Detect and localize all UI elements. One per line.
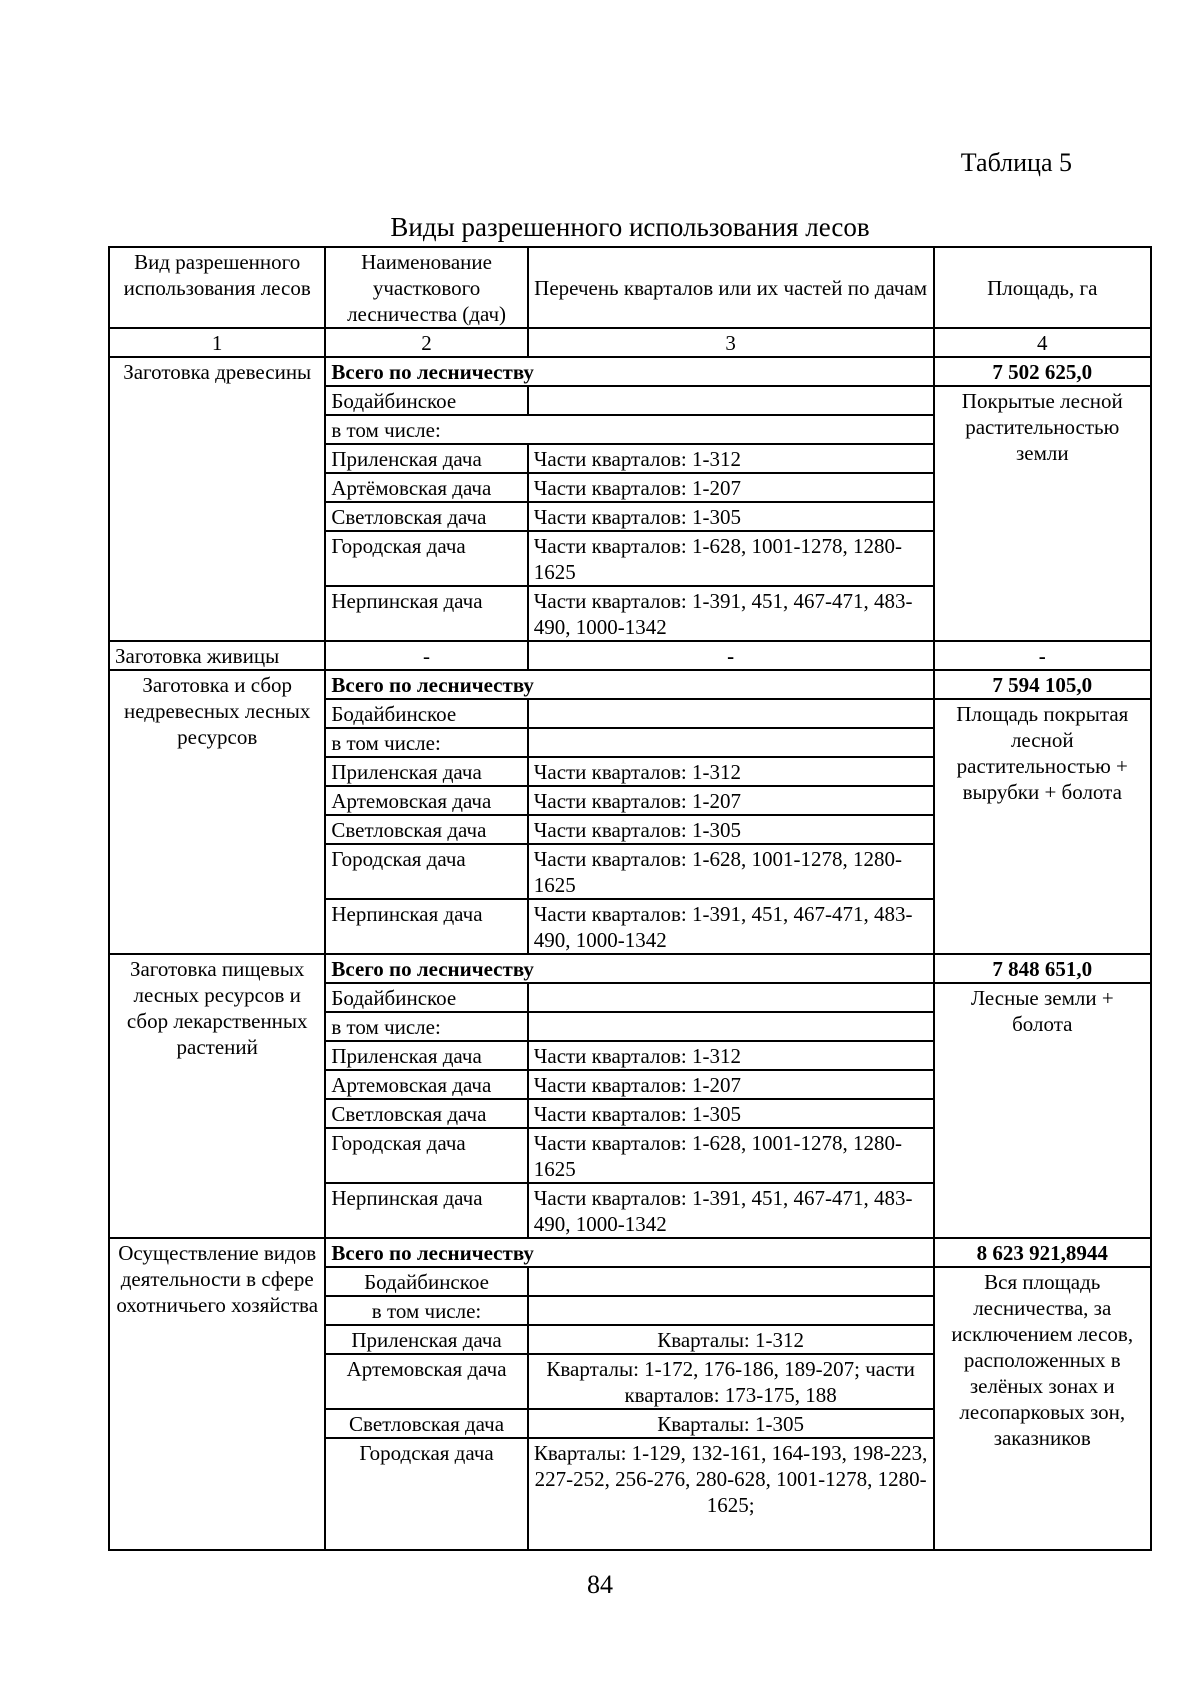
column-number-row <box>109 328 1151 357</box>
use-type: Заготовка и сбор недревесных лесных ресурсов <box>109 670 325 954</box>
quarters: Части кварталов: 1-391, 451, 467-471, 483-490, 1000-1342 <box>528 1183 934 1238</box>
total-label: Всего по лесничеству <box>325 1238 933 1267</box>
total-label: Всего по лесничеству <box>325 357 933 386</box>
district-name: Городская дача <box>325 531 527 586</box>
quarters: Части кварталов: 1-305 <box>528 502 934 531</box>
header-row <box>109 247 1151 328</box>
district-name: Светловская дача <box>325 1409 527 1438</box>
district-name: Городская дача <box>325 1128 527 1183</box>
column-number: 1 <box>109 328 325 357</box>
district-name: в том числе: <box>325 728 527 757</box>
district-name: в том числе: <box>325 1012 527 1041</box>
quarters: Кварталы: 1-129, 132-161, 164-193, 198-223, 227-252, 256-276, 280-628, 1001-1278, 1280-1625; <box>528 1438 934 1550</box>
district-name: Приленская дача <box>325 1041 527 1070</box>
district-name: Нерпинская дача <box>325 1183 527 1238</box>
column-number: 3 <box>528 328 934 357</box>
total-area: - <box>934 641 1151 670</box>
district-name: в том числе: <box>325 1296 527 1325</box>
quarters <box>528 728 934 757</box>
district-name: Приленская дача <box>325 1325 527 1354</box>
district-name: Артемовская дача <box>325 786 527 815</box>
quarters: Части кварталов: 1-305 <box>528 815 934 844</box>
quarters: - <box>528 641 934 670</box>
section-total-row <box>109 954 1151 983</box>
section-total-row <box>109 357 1151 386</box>
column-number: 4 <box>934 328 1151 357</box>
district-name: Артемовская дача <box>325 1070 527 1099</box>
district-name: Светловская дача <box>325 815 527 844</box>
district-name: Артемовская дача <box>325 1354 527 1409</box>
district-name: Приленская дача <box>325 757 527 786</box>
quarters <box>528 1012 934 1041</box>
total-area: 7 594 105,0 <box>934 670 1151 699</box>
district-name: Бодайбинское <box>325 386 527 415</box>
use-type: Заготовка живицы <box>109 641 325 670</box>
district-name: Бодайбинское <box>325 983 527 1012</box>
total-label: Всего по лесничеству <box>325 670 933 699</box>
total-area: 8 623 921,8944 <box>934 1238 1151 1267</box>
header-col1: Вид разрешенного использования лесов <box>109 247 325 328</box>
table-label: Таблица 5 <box>960 148 1072 177</box>
district-name: Городская дача <box>325 1438 527 1550</box>
quarters: Части кварталов: 1-312 <box>528 757 934 786</box>
table-row <box>109 641 1151 670</box>
quarters: Части кварталов: 1-628, 1001-1278, 1280-1625 <box>528 844 934 899</box>
header-col2: Наименование участкового лесничества (дач) <box>325 247 527 328</box>
total-label: Всего по лесничеству <box>325 954 933 983</box>
quarters: Части кварталов: 1-391, 451, 467-471, 483-490, 1000-1342 <box>528 586 934 641</box>
header-col3: Перечень кварталов или их частей по дачам <box>528 247 934 328</box>
use-type: Заготовка пищевых лесных ресурсов и сбор лекарственных растений <box>109 954 325 1238</box>
section-total-row <box>109 670 1151 699</box>
quarters: Части кварталов: 1-207 <box>528 1070 934 1099</box>
page-number: 84 <box>587 1570 613 1599</box>
column-number: 2 <box>325 328 527 357</box>
quarters: Части кварталов: 1-207 <box>528 786 934 815</box>
quarters: Части кварталов: 1-391, 451, 467-471, 483-490, 1000-1342 <box>528 899 934 954</box>
quarters <box>528 983 934 1012</box>
district-name: Светловская дача <box>325 502 527 531</box>
quarters: Части кварталов: 1-628, 1001-1278, 1280-1625 <box>528 531 934 586</box>
district-name: Приленская дача <box>325 444 527 473</box>
quarters: Кварталы: 1-172, 176-186, 189-207; части кварталов: 173-175, 188 <box>528 1354 934 1409</box>
district-name: Артёмовская дача <box>325 473 527 502</box>
quarters: Части кварталов: 1-305 <box>528 1099 934 1128</box>
district-name: Нерпинская дача <box>325 899 527 954</box>
quarters <box>528 699 934 728</box>
area-note: Площадь покрытая лесной растительностью + вырубки + болота <box>934 699 1151 954</box>
district-name: Светловская дача <box>325 1099 527 1128</box>
district-name: Нерпинская дача <box>325 586 527 641</box>
area-note: Вся площадь лесничества, за исключением лесов, расположенных в зелёных зонах и лесопарковых зон, заказников <box>934 1267 1151 1550</box>
district-name: Бодайбинское <box>325 1267 527 1296</box>
quarters: Кварталы: 1-305 <box>528 1409 934 1438</box>
quarters: Части кварталов: 1-312 <box>528 1041 934 1070</box>
total-area: 7 502 625,0 <box>934 357 1151 386</box>
quarters: Кварталы: 1-312 <box>528 1325 934 1354</box>
table-caption: Виды разрешенного использования лесов <box>390 212 870 242</box>
use-type: Заготовка древесины <box>109 357 325 641</box>
district-name: - <box>325 641 527 670</box>
header-col4: Площадь, га <box>934 247 1151 328</box>
quarters: Части кварталов: 1-628, 1001-1278, 1280-1625 <box>528 1128 934 1183</box>
quarters: Части кварталов: 1-207 <box>528 473 934 502</box>
area-note: Лесные земли + болота <box>934 983 1151 1238</box>
district-name: Городская дача <box>325 844 527 899</box>
quarters <box>528 1296 934 1325</box>
quarters: Части кварталов: 1-312 <box>528 444 934 473</box>
district-name: Бодайбинское <box>325 699 527 728</box>
use-type: Осуществление видов деятельности в сфере охотничьего хозяйства <box>109 1238 325 1550</box>
district-name: в том числе: <box>325 415 933 444</box>
area-note: Покрытые лесной растительностью земли <box>934 386 1151 641</box>
quarters <box>528 1267 934 1296</box>
forest-use-table <box>108 246 1152 1551</box>
total-area: 7 848 651,0 <box>934 954 1151 983</box>
quarters <box>528 386 934 415</box>
section-total-row <box>109 1238 1151 1267</box>
